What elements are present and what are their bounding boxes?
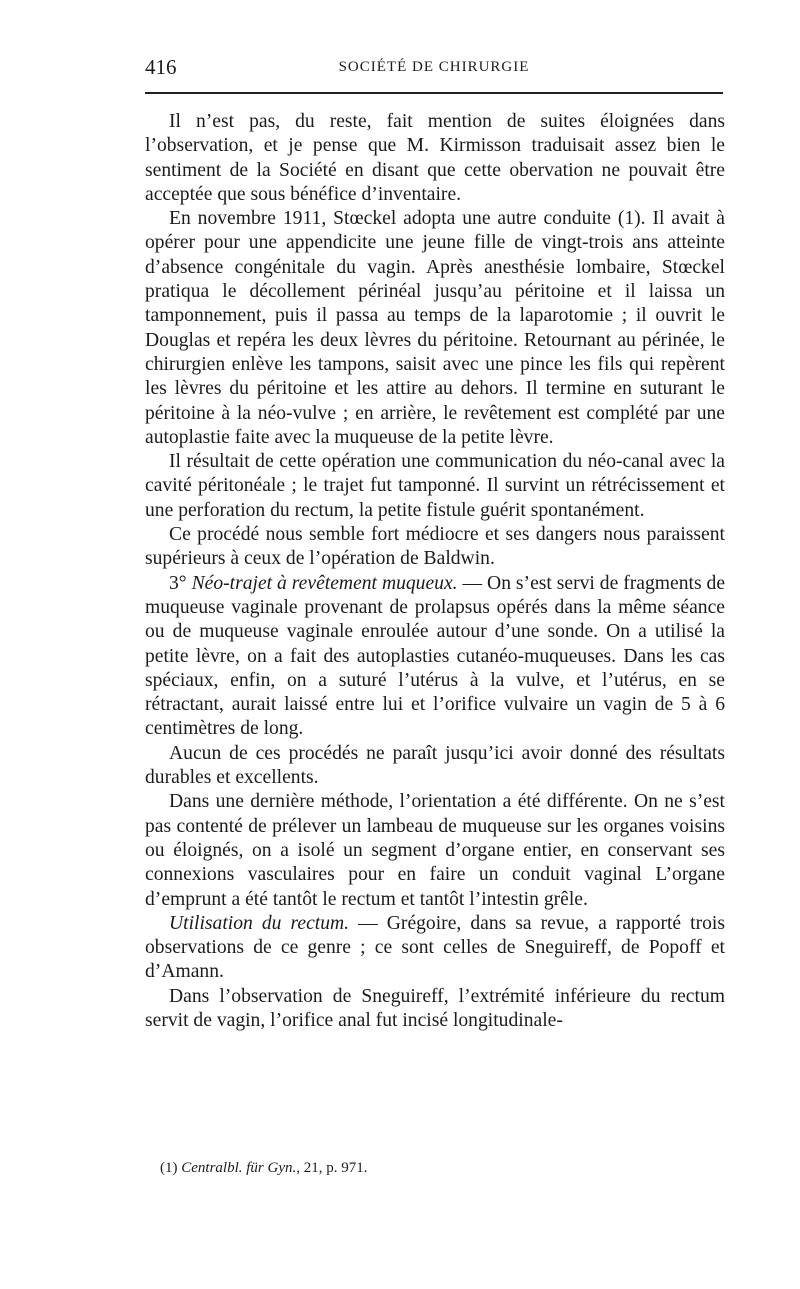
paragraph-2-text: En novembre 1911, Stœckel adopta une autre conduite (1). Il avait à opérer pour une appendicite une jeune fille de vingt-trois ans atteinte d’absence congénitale du vagin. Après anesthésie lombaire, Stœckel pratiqua le décollement périnéal jusqu’au péritoine et il laissa un tamponnement, puis il passa au temps de la laparotomie ; il ouvrit le Douglas et repéra les deux lèvres du péritoine. Retournant au périnée, le chirurgien enlève les tampons, saisit avec une pince les fils qui repèrent les lèvres du péritoine et les attire au dehors. Il termine en suturant le péritoine à la néo-vulve ; en arrière, le revêtement est complété par une autoplastie faite avec la muqueuse de la petite lèvre. (145, 208, 725, 448)
paragraph-6-text: Aucun de ces procédés ne paraît jusqu’ici avoir donné des résultats durables et excellents. (145, 742, 725, 789)
paragraph-4-text: Ce procédé nous semble fort médiocre et ses dangers nous paraissent supérieurs à ceux de l’opération de Baldwin. (145, 524, 725, 570)
paragraph-1 (145, 110, 725, 207)
paragraph-5 (145, 572, 725, 742)
footnote-mark: (1) (160, 1160, 182, 1176)
page-number: 416 (145, 55, 177, 79)
footnote-rest: , 21, p. 971. (296, 1160, 368, 1176)
paragraph-2 (145, 207, 725, 450)
paragraph-7-text: Dans une dernière méthode, l’orientation a été différente. On ne s’est pas contenté de prélever un lambeau de muqueuse sur les organes voisins ou éloignés, on a isolé un segment d’organe entier, en conservant ses connexions vasculaires pour en faire un conduit vaginal L’organe d’emprunt a été tantôt le rectum et tantôt l’intestin grêle. (145, 791, 725, 910)
paragraph-8-text: — Grégoire, dans sa revue, a rapporté trois observations de ce genre ; ce sont celles de Sneguireff, de Popoff et d’Amann. (145, 912, 725, 983)
body-text (145, 110, 725, 1033)
paragraph-4 (145, 523, 725, 572)
paragraph-9 (145, 985, 725, 1034)
footnote (160, 1160, 720, 1177)
paragraph-7 (145, 790, 725, 911)
paragraph-9-text: Dans l’observation de Sneguireff, l’extrémité inférieure du rectum servit de vagin, l’orifice anal fut incisé longitudinale- (145, 985, 725, 1031)
paragraph-8 (145, 912, 725, 985)
section-number: 3° (169, 572, 192, 594)
section-title-rectum: Utilisation du rectum. (169, 912, 350, 934)
header-rule (145, 92, 723, 94)
section-title-neo-trajet: Néo-trajet à revêtement muqueux. (191, 572, 458, 594)
paragraph-1-text: Il n’est pas, du reste, fait mention de suites éloignées dans l’observation, et je pense que M. Kirmisson traduisait assez bien le sentiment de la Société en disant que cette obervation ne pouvait être acceptée que sous bénéfice d’inventaire. (145, 111, 725, 205)
footnote-source: Centralbl. für Gyn. (181, 1160, 297, 1176)
paragraph-3-text: Il résultait de cette opération une communication du néo-canal avec la cavité péritonéale ; le trajet fut tamponné. Il survint un rétrécissement et une perforation du rectum, la petite fistule guérit spontanément. (145, 451, 725, 521)
paragraph-3 (145, 450, 725, 523)
paragraph-6 (145, 742, 725, 791)
paragraph-5-text: — On s’est servi de fragments de muqueuse vaginale provenant de prolapsus opérés dans la même séance ou de muqueuse vaginale enroulée autour d’une sonde. On a utilisé la petite lèvre, on a fait des autoplasties cutanéo-muqueuses. Dans les cas spéciaux, enfin, on a suturé l’utérus à la vulve, et l’utérus, en se rétractant, aurait laissé entre lui et l’orifice vulvaire un vagin de 5 à 6 centimètres de long. (145, 572, 726, 740)
running-head: SOCIÉTÉ DE CHIRURGIE (338, 59, 530, 75)
page-header (145, 55, 723, 85)
